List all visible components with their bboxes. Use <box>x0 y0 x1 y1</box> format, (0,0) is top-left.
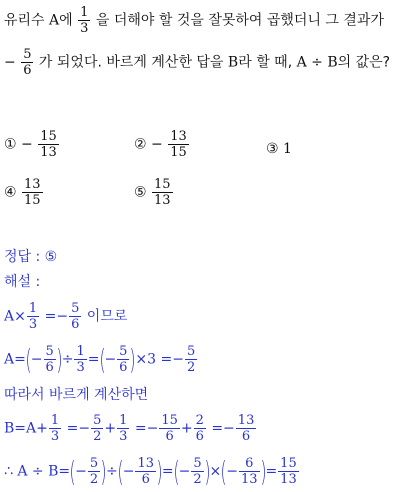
choice-value: 1 <box>283 141 292 157</box>
numerator: 13 <box>237 413 255 428</box>
numerator: 1 <box>80 5 89 20</box>
fraction <box>88 457 100 486</box>
times-sign: × <box>209 463 222 480</box>
equals-sign: = <box>161 463 174 480</box>
fraction <box>135 457 156 486</box>
fraction <box>194 414 206 443</box>
equals-sign: = <box>14 420 27 437</box>
choice-number: ② <box>134 136 147 153</box>
equals-minus: =− <box>160 351 184 368</box>
expression-a-div-b: A ÷ B <box>296 54 338 71</box>
denominator: 3 <box>28 317 38 332</box>
denominator: 2 <box>93 429 102 444</box>
minus-sign: − <box>75 463 87 480</box>
denominator: 6 <box>195 429 204 444</box>
minus-sign: − <box>151 136 163 153</box>
plus-sign: + <box>104 420 117 437</box>
therefore-sign: ∴ <box>4 463 13 480</box>
equals-sign: = <box>14 351 26 368</box>
numerator: 13 <box>24 177 41 192</box>
minus-sign: − <box>30 351 43 368</box>
left-paren: ( <box>25 342 32 376</box>
equals-sign: = <box>87 351 100 368</box>
numerator: 1 <box>119 413 128 428</box>
denominator: 6 <box>23 63 32 78</box>
numerator: 5 <box>45 344 54 359</box>
left-paren: ( <box>69 454 76 488</box>
fraction-one-third <box>78 6 90 35</box>
solution-step-4 <box>4 414 257 443</box>
equals-minus: =− <box>66 420 91 437</box>
numerator: 5 <box>89 456 99 471</box>
solution-step-1 <box>4 302 127 331</box>
numerator: 5 <box>93 413 102 428</box>
choice-2[interactable] <box>134 130 190 159</box>
denominator: 13 <box>40 145 57 160</box>
denominator: 6 <box>71 317 80 332</box>
numerator: 5 <box>186 344 196 359</box>
plus-sign: + <box>36 420 48 437</box>
choice-fraction <box>38 130 59 159</box>
denominator: 2 <box>186 360 196 375</box>
fraction-five-sixths <box>21 48 33 77</box>
divide-sign: ÷ <box>61 351 74 368</box>
numerator: 15 <box>161 413 178 428</box>
choice-number: ⑤ <box>134 184 147 201</box>
question-text: 을 더해야 할 것을 잘못하여 곱했더니 그 결과가 <box>95 12 384 29</box>
minus-sign: − <box>178 463 191 480</box>
numerator: 6 <box>239 457 260 472</box>
equals-minus: =− <box>134 420 159 437</box>
variable-b: B <box>227 54 239 71</box>
denominator: 3 <box>119 429 128 444</box>
denominator: 2 <box>89 472 99 487</box>
fraction <box>278 457 299 486</box>
numerator: 1 <box>76 344 85 359</box>
times-sign: × <box>14 308 26 325</box>
fraction <box>191 457 203 486</box>
question-text: 가 되었다. 바르게 계산한 답을 <box>38 54 224 71</box>
explanation-label: 해설 : <box>4 274 41 290</box>
equals-minus: =− <box>211 420 235 437</box>
right-paren: ) <box>100 454 107 488</box>
times-sign: × <box>135 351 148 368</box>
right-paren: ) <box>204 454 211 488</box>
fraction <box>236 414 257 443</box>
expression-a-div-b: A ÷ B <box>17 463 59 480</box>
denominator: 15 <box>170 145 187 160</box>
fraction <box>117 345 129 374</box>
variable-a: A <box>26 420 37 437</box>
choice-fraction <box>168 130 189 159</box>
numerator: 15 <box>280 456 297 471</box>
minus-sign: − <box>104 351 117 368</box>
left-paren: ( <box>220 454 227 488</box>
question-text: 에 <box>59 12 73 29</box>
solution-step-3: 따라서 바르게 계산하면 <box>4 387 149 403</box>
right-paren: ) <box>156 454 163 488</box>
denominator: 6 <box>45 360 54 375</box>
left-paren: ( <box>117 454 124 488</box>
denominator: 13 <box>240 472 258 487</box>
numerator: 1 <box>50 413 60 428</box>
fraction <box>91 414 103 443</box>
variable-b: B <box>4 420 15 437</box>
numerator: 13 <box>137 456 154 471</box>
question-text: 의 값은? <box>337 54 391 71</box>
denominator: 15 <box>24 193 41 208</box>
numerator: 5 <box>71 301 80 316</box>
denominator: 3 <box>50 429 60 444</box>
numerator: 15 <box>40 129 57 144</box>
numerator: 2 <box>195 413 204 428</box>
choice-fraction <box>152 178 173 207</box>
choice-4[interactable] <box>4 178 44 207</box>
denominator: 13 <box>280 472 297 487</box>
question-line-1 <box>4 6 384 35</box>
choice-number: ① <box>4 136 17 153</box>
choice-3[interactable] <box>266 141 292 157</box>
equals-minus: =− <box>44 308 69 325</box>
right-paren: ) <box>56 342 63 376</box>
fraction <box>159 414 180 443</box>
fraction <box>27 302 39 331</box>
left-paren: ( <box>173 454 180 488</box>
number: 3 <box>147 351 157 368</box>
right-paren: ) <box>259 454 266 488</box>
numerator: 15 <box>154 177 171 192</box>
minus-sign: − <box>21 136 33 153</box>
variable-a: A <box>49 12 60 29</box>
question-text: 유리수 <box>4 12 45 29</box>
left-paren: ( <box>98 342 105 376</box>
denominator: 6 <box>241 429 251 444</box>
minus-sign: − <box>122 463 135 480</box>
equals-sign: = <box>58 463 71 480</box>
denominator: 2 <box>193 472 202 487</box>
equals-sign: = <box>265 463 278 480</box>
denominator: 6 <box>119 360 128 375</box>
numerator: 5 <box>23 47 32 62</box>
choice-5[interactable] <box>134 178 174 207</box>
variable-a: A <box>4 351 15 368</box>
question-line-2 <box>4 48 390 77</box>
fraction <box>185 345 197 374</box>
choice-number: ④ <box>4 184 17 201</box>
numerator: 1 <box>28 301 38 316</box>
divide-sign: ÷ <box>106 463 118 480</box>
fraction <box>74 345 86 374</box>
question-text: 라 할 때, <box>238 54 293 71</box>
solution-step-5 <box>4 454 300 488</box>
numerator: 13 <box>170 129 187 144</box>
denominator: 13 <box>154 193 171 208</box>
denominator: 3 <box>80 21 89 36</box>
minus-sign: − <box>226 463 238 480</box>
numerator: 5 <box>119 344 128 359</box>
plus-sign: + <box>180 420 193 437</box>
numerator: 5 <box>193 456 202 471</box>
fraction <box>239 457 260 486</box>
right-paren: ) <box>129 342 136 376</box>
solution-step-2 <box>4 342 198 376</box>
fraction <box>49 414 61 443</box>
fraction <box>44 345 56 374</box>
choice-number: ③ <box>266 141 279 157</box>
denominator: 6 <box>165 429 174 444</box>
solution-text: 이므로 <box>86 308 128 325</box>
fraction <box>69 302 81 331</box>
choice-fraction <box>22 178 43 207</box>
denominator: 6 <box>141 472 150 487</box>
minus-sign: − <box>4 54 16 71</box>
answer-label: 정답 : ⑤ <box>4 249 58 265</box>
denominator: 3 <box>76 360 85 375</box>
choice-1[interactable] <box>4 130 60 159</box>
fraction <box>117 414 129 443</box>
variable-a: A <box>4 308 15 325</box>
